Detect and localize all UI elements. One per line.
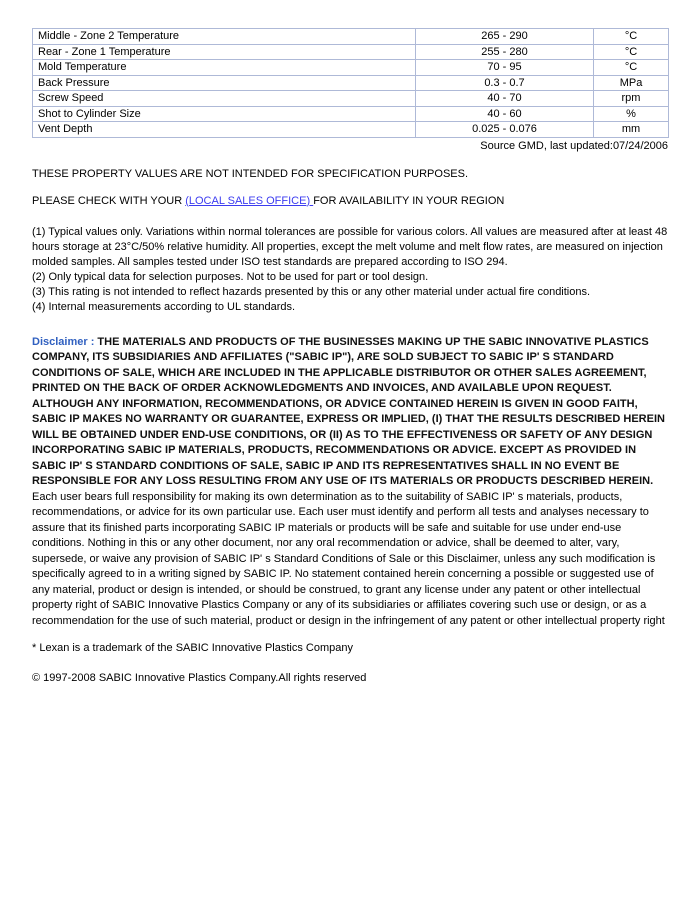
- property-name-cell: Vent Depth: [33, 122, 416, 138]
- property-unit-cell: mm: [594, 122, 669, 138]
- property-unit-cell: rpm: [594, 91, 669, 107]
- availability-prefix: PLEASE CHECK WITH YOUR: [32, 194, 186, 207]
- property-unit-cell: °C: [594, 29, 669, 45]
- source-note: Source GMD, last updated:07/24/2006: [480, 139, 668, 152]
- local-sales-office-link[interactable]: (LOCAL SALES OFFICE): [185, 194, 314, 207]
- property-value-cell: 265 - 290: [416, 29, 594, 45]
- property-unit-cell: %: [594, 106, 669, 122]
- footnotes-block: [32, 225, 668, 315]
- property-name-cell: Screw Speed: [33, 91, 416, 107]
- property-unit-cell: °C: [594, 60, 669, 76]
- property-unit-cell: °C: [594, 44, 669, 60]
- property-name-cell: Middle - Zone 2 Temperature: [33, 29, 416, 45]
- table-row: [33, 106, 669, 122]
- disclaimer-bold-text: THE MATERIALS AND PRODUCTS OF THE BUSINESSES MAKING UP THE SABIC INNOVATIVE PLASTICS COMPANY, ITS SUBSIDIARIES AND AFFILIATES ("SABIC IP"), ARE SOLD SUBJECT TO SABIC IP' S STANDARD CONDITIONS OF SALE, WHICH ARE INCLUDED IN THE APPLICABLE DISTRIBUTOR OR OTHER SALES AGREEMENT, PRINTED ON THE BACK OF ORDER ACKNOWLEDGMENTS AND INVOICES, AND AVAILABLE UPON REQUEST. ALTHOUGH ANY INFORMATION, RECOMMENDATIONS, OR ADVICE CONTAINED HEREIN IS GIVEN IN GOOD FAITH, SABIC IP MAKES NO WARRANTY OR GUARANTEE, EXPRESS OR IMPLIED, (I) THAT THE RESULTS DESCRIBED HEREIN WILL BE OBTAINED UNDER END-USE CONDITIONS, OR (II) AS TO THE EFFECTIVENESS OR SAFETY OF ANY DESIGN INCORPORATING SABIC IP MATERIALS, PRODUCTS, RECOMMENDATIONS OR ADVICE. EXCEPT AS PROVIDED IN SABIC IP' S STANDARD CONDITIONS OF SALE, SABIC IP AND ITS REPRESENTATIVES SHALL IN NO EVENT BE RESPONSIBLE FOR ANY LOSS RESULTING FROM ANY USE OF ITS MATERIALS OR PRODUCTS DESCRIBED HEREIN.: [32, 335, 665, 487]
- copyright-notice: © 1997-2008 SABIC Innovative Plastics Company.All rights reserved: [32, 672, 367, 684]
- property-value-cell: 70 - 95: [416, 60, 594, 76]
- table-row: [33, 122, 669, 138]
- property-value-cell: 40 - 70: [416, 91, 594, 107]
- property-value-cell: 255 - 280: [416, 44, 594, 60]
- footnote-3: (3) This rating is not intended to reflect hazards presented by this or any other material under actual fire conditions.: [32, 285, 591, 298]
- page-content: [32, 0, 668, 685]
- footnote-2: (2) Only typical data for selection purposes. Not to be used for part or tool design.: [32, 270, 429, 283]
- footnote-1: (1) Typical values only. Variations within normal tolerances are possible for various colors. All values are measured after at least 48 hours storage at 23°C/50% relative humidity. All properties, except the melt volume and melt flow rates, are measured on injection molded samples. All samples tested under ISO test standards are prepared according to ISO 294.: [32, 225, 668, 268]
- spec-purposes-notice: THESE PROPERTY VALUES ARE NOT INTENDED FOR SPECIFICATION PURPOSES.: [32, 167, 469, 180]
- table-row: [33, 60, 669, 76]
- footnote-4: (4) Internal measurements according to UL standards.: [32, 300, 296, 313]
- property-value-cell: 0.025 - 0.076: [416, 122, 594, 138]
- property-name-cell: Mold Temperature: [33, 60, 416, 76]
- table-row: [33, 91, 669, 107]
- properties-table: [32, 28, 669, 138]
- property-name-cell: Back Pressure: [33, 75, 416, 91]
- property-unit-cell: MPa: [594, 75, 669, 91]
- table-row: [33, 44, 669, 60]
- property-value-cell: 40 - 60: [416, 106, 594, 122]
- property-name-cell: Rear - Zone 1 Temperature: [33, 44, 416, 60]
- table-row: [33, 75, 669, 91]
- property-name-cell: Shot to Cylinder Size: [33, 106, 416, 122]
- disclaimer-regular-text: Each user bears full responsibility for making its own determination as to the suitability of SABIC IP' s materials, products, recommendations, or advice for its own particular use. Each user must identify and perform all tests and analyses necessary to assure that its finished parts incorporating SABIC IP materials or products will be safe and suitable for use under end-use conditions. Nothing in this or any other document, nor any oral recommendation or advice, shall be deemed to alter, vary, supersede, or waive any provision of SABIC IP' s Standard Conditions of Sale or this Disclaimer, unless any such modification is specifically agreed to in a writing signed by SABIC IP. No statement contained herein concerning a possible or suggested use of any material, product or design is intended, or should be construed, to grant any license under any patent or other intellectual property right of SABIC Innovative Plastics Company or any of its subsidiaries or affiliates covering such use or design, or as a recommendation for the use of such material, product or design in the infringement of any patent or other intellectual property right: [32, 490, 665, 627]
- disclaimer-paragraph: [32, 335, 668, 630]
- availability-suffix: FOR AVAILABILITY IN YOUR REGION: [313, 194, 505, 207]
- disclaimer-label: Disclaimer :: [32, 335, 98, 348]
- availability-notice: [32, 195, 668, 208]
- trademark-note: * Lexan is a trademark of the SABIC Innovative Plastics Company: [32, 642, 353, 654]
- property-value-cell: 0.3 - 0.7: [416, 75, 594, 91]
- table-row: [33, 29, 669, 45]
